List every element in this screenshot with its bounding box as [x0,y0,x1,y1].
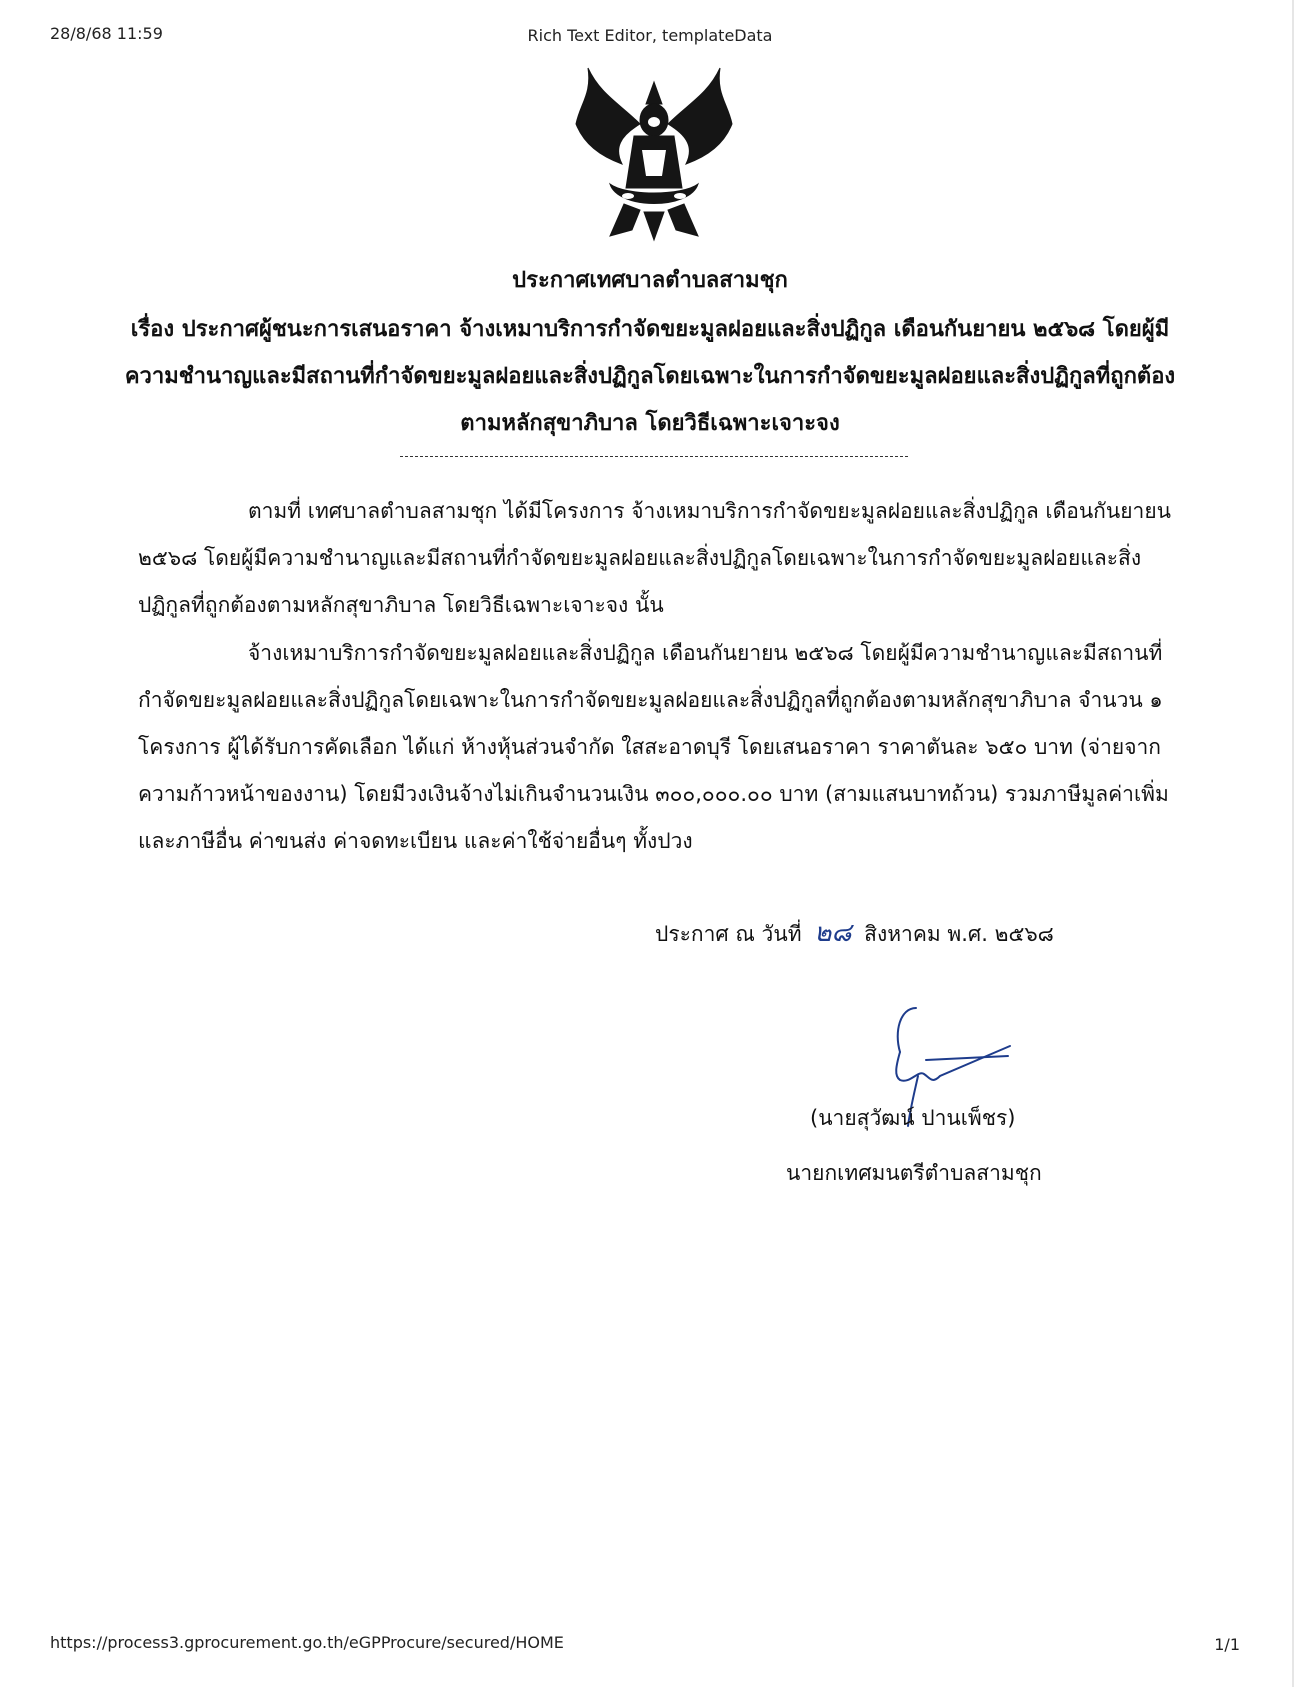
date-day-handwritten: ๒๘ [814,918,852,948]
print-datetime: 28/8/68 11:59 [50,24,163,43]
announcement-subject: เรื่อง ประกาศผู้ชนะการเสนอราคา จ้างเหมาบริการกำจัดขยะมูลฝอยและสิ่งปฏิกูล เดือนกันยายน ๒๕๖๘ โดยผู้มีความชำนาญและมีสถานที่กำจัดขยะมูลฝอยและสิ่งปฏิกูลโดยเฉพาะในการกำจัดขยะมูลฝอยและสิ่งปฏิกูลที่ถูกต้องตามหลักสุขาภิบาล โดยวิธีเฉพาะเจาะจง [124,317,1176,436]
announcement-date [655,912,1054,953]
body-paragraph-1 [138,488,1172,629]
footer-url: https://process3.gprocurement.go.th/eGPProcure/secured/HOME [50,1633,564,1652]
garuda-emblem-icon [570,64,738,242]
body-paragraph-2 [138,630,1172,865]
signatory-name: (นายสุวัฒน์ ปานเพ็ชร) [810,1106,1016,1130]
divider-line [400,456,908,457]
paragraph-1-text: ตามที่ เทศบาลตำบลสามชุก ได้มีโครงการ จ้างเหมาบริการกำจัดขยะมูลฝอยและสิ่งปฏิกูล เดือนกันยายน ๒๕๖๘ โดยผู้มีความชำนาญและมีสถานที่กำจัดขยะมูลฝอยและสิ่งปฏิกูลโดยเฉพาะในการกำจัดขยะมูลฝอยและสิ่งปฏิกูลที่ถูกต้องตามหลักสุขาภิบาล โดยวิธีเฉพาะเจาะจง นั้น [138,499,1171,617]
announcement-title: ประกาศเทศบาลตำบลสามชุก [512,268,788,293]
paragraph-2-text: จ้างเหมาบริการกำจัดขยะมูลฝอยและสิ่งปฏิกูล เดือนกันยายน ๒๕๖๘ โดยผู้มีความชำนาญและมีสถานที่กำจัดขยะมูลฝอยและสิ่งปฏิกูลโดยเฉพาะในการกำจัดขยะมูลฝอยและสิ่งปฏิกูลที่ถูกต้องตามหลักสุขาภิบาล จำนวน ๑ โครงการ ผู้ได้รับการคัดเลือก ได้แก่ ห้างหุ้นส่วนจำกัด ใสสะอาดบุรี โดยเสนอราคา ราคาตันละ ๖๕๐ บาท (จ่ายจากความก้าวหน้าของงาน) โดยมีวงเงินจ้างไม่เกินจำนวนเงิน ๓๐๐,๐๐๐.๐๐ บาท (สามแสนบาทถ้วน) รวมภาษีมูลค่าเพิ่มและภาษีอื่น ค่าขนส่ง ค่าจดทะเบียน และค่าใช้จ่ายอื่นๆ ทั้งปวง [138,641,1169,853]
date-prefix: ประกาศ ณ วันที่ [655,922,802,946]
page-number: 1/1 [1214,1635,1240,1654]
signatory-position: นายกเทศมนตรีตำบลสามชุก [786,1161,1042,1185]
date-suffix: สิงหาคม พ.ศ. ๒๕๖๘ [864,922,1054,946]
window-title: Rich Text Editor, templateData [527,26,773,45]
page-edge [1292,0,1294,1687]
